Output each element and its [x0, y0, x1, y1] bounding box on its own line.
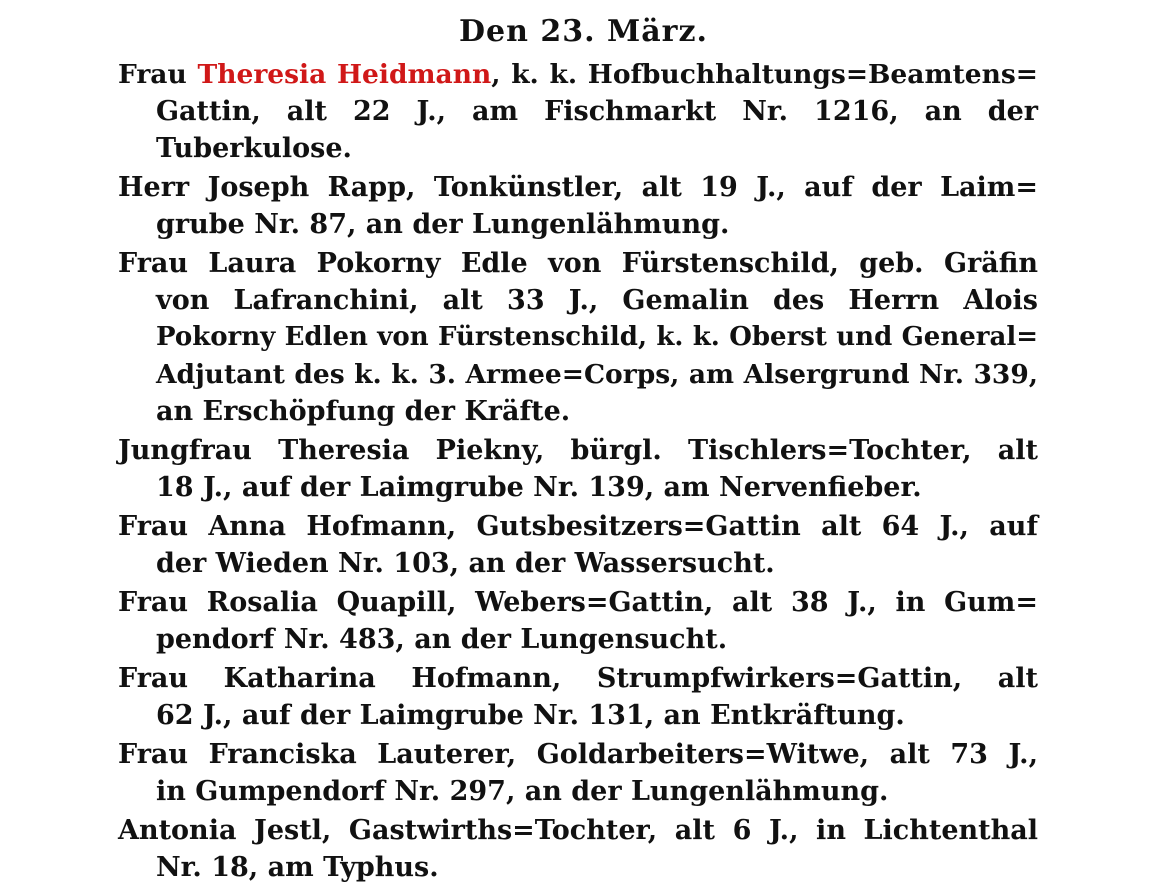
register-entry-anna-hofmann [118, 508, 1038, 582]
entry-text: , k. k. Hofbuchhaltungs=Beamtens= [491, 59, 1038, 90]
entry-line: Frau Franciska Lauterer, Goldarbeiters=Witwe, alt 73 J., [118, 739, 1038, 770]
register-entry-quapill [118, 584, 1038, 658]
entry-line: Gattin, alt 22 J., am Fischmarkt Nr. 1216, an der [156, 96, 1038, 127]
entry-line [118, 56, 1038, 93]
entry-line: Herr Joseph Rapp, Tonkünstler, alt 19 J., auf der Laim= [118, 172, 1038, 203]
entry-line: in Gumpendorf Nr. 297, an der Lungenlähmung. [156, 776, 889, 807]
entry-line: an Erschöpfung der Kräfte. [156, 396, 571, 427]
entry-line: Antonia Jestl, Gastwirths=Tochter, alt 6 J., in Lichtenthal [118, 815, 1038, 846]
entry-line: pendorf Nr. 483, an der Lungensucht. [156, 624, 728, 655]
entry-line: Frau Rosalia Quapill, Webers=Gattin, alt 38 J., in Gum= [118, 587, 1038, 618]
entry-line: Tuberkulose. [156, 133, 352, 164]
register-entry-jestl [118, 812, 1038, 886]
death-register-list [118, 56, 1038, 888]
highlighted-name: Theresia Heidmann [197, 59, 492, 90]
register-entry-pokorny [118, 245, 1038, 430]
entry-line: Frau Anna Hofmann, Gutsbesitzers=Gattin alt 64 J., auf [118, 511, 1038, 542]
date-heading: Den 23. März. [459, 14, 708, 49]
register-entry-rapp [118, 169, 1038, 243]
entry-line: von Lafranchini, alt 33 J., Gemalin des Herrn Alois [156, 285, 1038, 316]
entry-line: Adjutant des k. k. 3. Armee=Corps, am Alsergrund Nr. 339, [156, 359, 1038, 390]
entry-line: Nr. 18, am Typhus. [156, 852, 439, 883]
register-entry-lauterer [118, 736, 1038, 810]
entry-line: 62 J., auf der Laimgrube Nr. 131, an Entkräftung. [156, 700, 905, 731]
entry-line: Pokorny Edlen von Fürstenschild, k. k. Oberst und General= [156, 322, 1038, 352]
entry-line: der Wieden Nr. 103, an der Wassersucht. [156, 548, 775, 579]
entry-text: Frau [118, 59, 198, 90]
entry-line: Frau Laura Pokorny Edle von Fürstenschild, geb. Gräfin [118, 248, 1038, 279]
entry-line: Jungfrau Theresia Piekny, bürgl. Tischlers=Tochter, alt [118, 435, 1038, 466]
entry-line: 18 J., auf der Laimgrube Nr. 139, am Nervenfieber. [156, 472, 922, 503]
entry-line: grube Nr. 87, an der Lungenlähmung. [156, 209, 730, 240]
register-entry-katharina-hofmann [118, 660, 1038, 734]
register-entry-piekny [118, 432, 1038, 506]
entry-line: Frau Katharina Hofmann, Strumpfwirkers=Gattin, alt [118, 663, 1038, 694]
register-entry-heidmann [118, 56, 1038, 167]
